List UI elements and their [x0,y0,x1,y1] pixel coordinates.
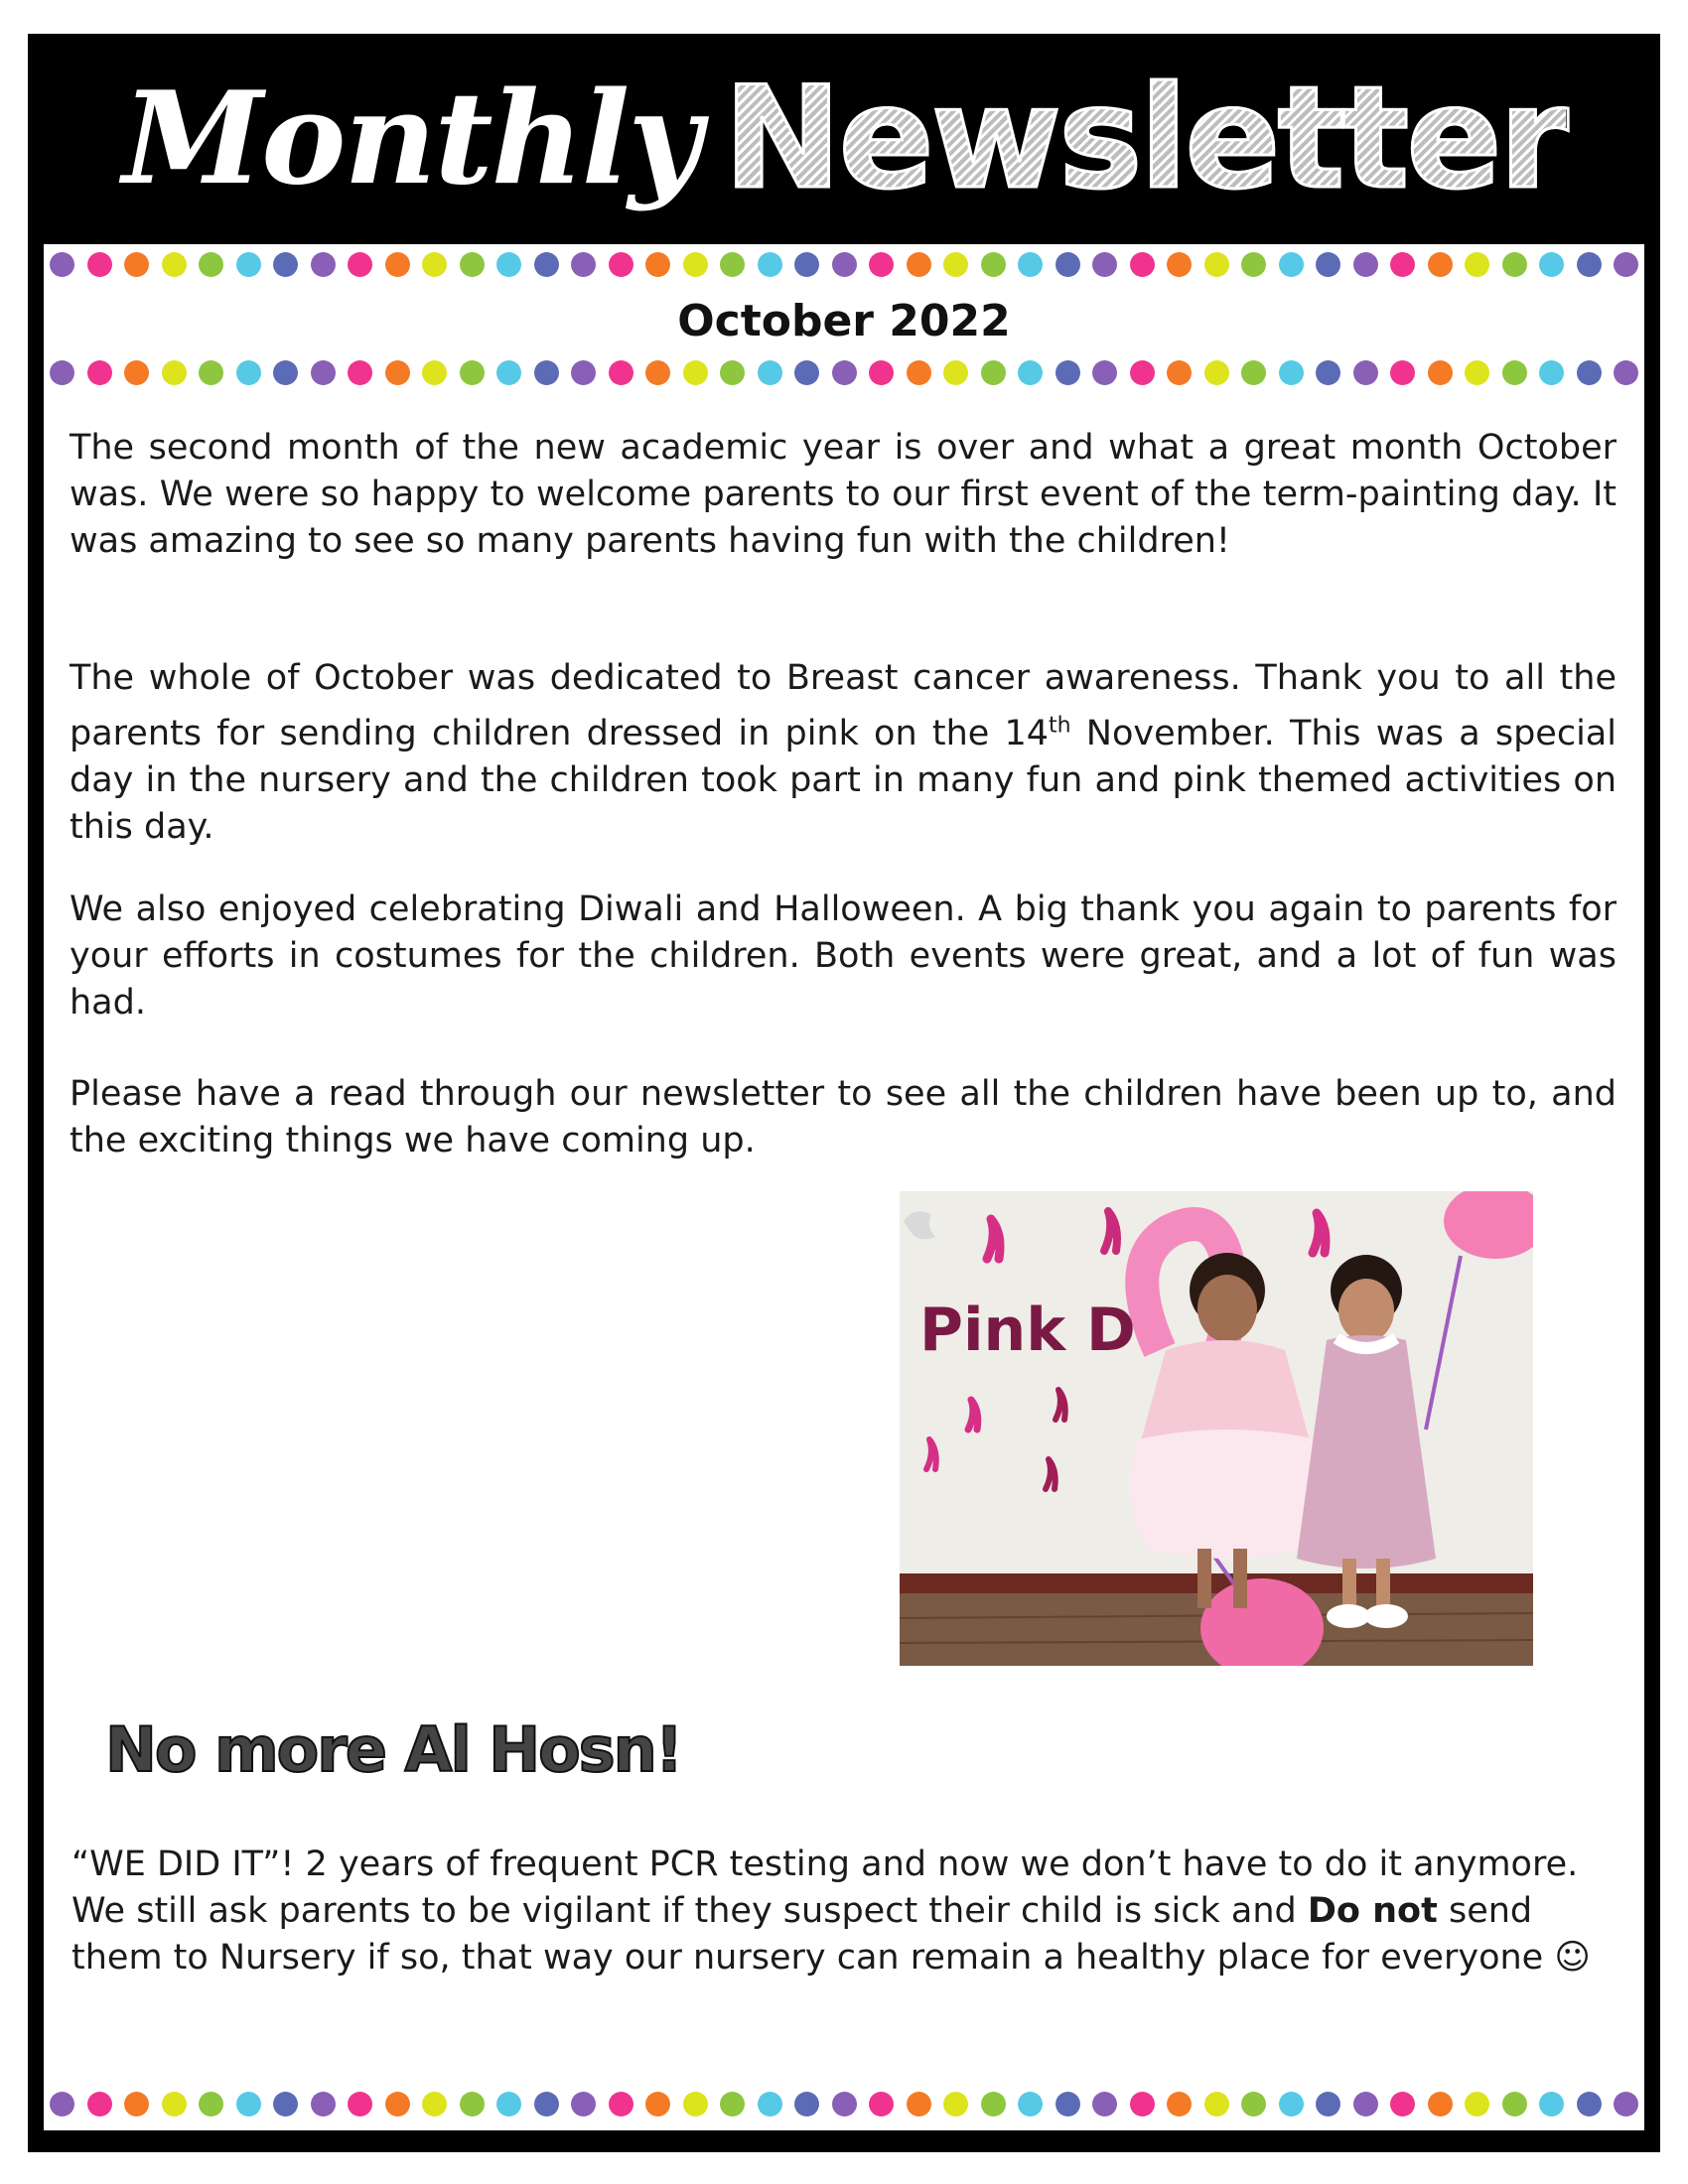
divider-dot [1279,252,1304,277]
divider-dot [1018,252,1043,277]
divider-dot [1539,360,1564,385]
divider-dot [571,2092,596,2116]
divider-dot [1018,2092,1043,2116]
divider-dot [981,252,1006,277]
divider-dot [199,2092,223,2116]
divider-dot [1614,2092,1638,2116]
divider-dot [311,2092,336,2116]
divider-dot [907,2092,931,2116]
divider-dot [534,2092,559,2116]
dot-divider-bottom [50,2091,1638,2116]
divider-dot [869,2092,894,2116]
divider-dot [609,252,633,277]
divider-dot [422,2092,447,2116]
divider-dot [1316,360,1340,385]
divider-dot [422,252,447,277]
divider-dot [236,2092,261,2116]
divider-dot [720,2092,745,2116]
divider-dot [794,252,819,277]
divider-dot [534,252,559,277]
divider-dot [87,2092,112,2116]
divider-dot [124,360,149,385]
al-hosn-text-2: send them to Nursery if so, that way our nursery can remain a healthy place for everyone ☺ [71,1891,1591,1978]
divider-dot [422,360,447,385]
divider-dot [496,360,521,385]
divider-dot [832,360,857,385]
divider-dot [273,2092,298,2116]
divider-dot [311,360,336,385]
title-block-word: Newsletter [723,57,1566,220]
divider-dot [1204,252,1229,277]
divider-dot [683,360,708,385]
divider-dot [720,252,745,277]
divider-dot [1167,252,1192,277]
divider-dot [1018,360,1043,385]
newsletter-title [28,34,1660,244]
divider-dot [1465,360,1489,385]
divider-dot [1130,252,1155,277]
divider-dot [943,2092,968,2116]
divider-dot [348,360,372,385]
divider-dot [162,2092,187,2116]
divider-dot [1353,252,1378,277]
divider-dot [1241,2092,1266,2116]
divider-dot [758,2092,782,2116]
divider-dot [683,2092,708,2116]
divider-dot [311,252,336,277]
divider-dot [683,252,708,277]
intro-paragraph: The second month of the new academic year is over and what a great month October was. We were so happy to welcome parents to our first event of the term-painting day. It was amazing to see so many parents having fun with the children! [70,428,1617,561]
divider-dot [162,360,187,385]
divider-dot [645,360,670,385]
divider-dot [869,360,894,385]
divider-dot [907,252,931,277]
divider-dot [460,360,485,385]
divider-dot [832,252,857,277]
divider-dot [273,252,298,277]
divider-dot [1167,360,1192,385]
divider-dot [1465,252,1489,277]
divider-dot [1353,360,1378,385]
divider-dot [645,2092,670,2116]
divider-dot [50,360,74,385]
al-hosn-text-1: “WE DID IT”! 2 years of frequent PCR testing and now we don’t have to do it anymore. We still ask parents to be vigilant if they suspect their child is sick and [71,1844,1579,1931]
divider-dot [1241,252,1266,277]
divider-dot [794,2092,819,2116]
divider-dot [496,252,521,277]
divider-dot [385,2092,410,2116]
divider-dot [907,360,931,385]
divider-dot [348,252,372,277]
divider-dot [1539,2092,1564,2116]
divider-dot [1316,252,1340,277]
divider-dot [1502,360,1527,385]
divider-dot [1055,252,1080,277]
divider-dot [460,252,485,277]
divider-dot [1055,360,1080,385]
divider-dot [571,252,596,277]
photo-wall-text: Pink D [919,1296,1136,1365]
divider-dot [385,360,410,385]
divider-dot [87,360,112,385]
divider-dot [199,252,223,277]
divider-dot [1614,252,1638,277]
divider-dot [460,2092,485,2116]
title-script-word: Monthly [122,65,700,213]
divider-dot [609,2092,633,2116]
divider-dot [385,252,410,277]
divider-dot [1539,252,1564,277]
divider-dot [943,252,968,277]
divider-dot [869,252,894,277]
al-hosn-paragraph [71,1842,1617,1981]
divider-dot [1428,360,1453,385]
divider-dot [1279,360,1304,385]
divider-dot [348,2092,372,2116]
divider-dot [981,2092,1006,2116]
divider-dot [758,252,782,277]
divider-dot [1204,2092,1229,2116]
breast-cancer-text: The whole of October was dedicated to Breast cancer awareness. Thank you to all the parents for sending children dressed in pink on the 14th November. This was a special day in the nursery and the children took part in many fun and pink themed activities on this day. [70,658,1617,847]
divider-dot [645,252,670,277]
divider-dot [1428,252,1453,277]
divider-dot [981,360,1006,385]
divider-dot [496,2092,521,2116]
divider-dot [832,2092,857,2116]
divider-dot [758,360,782,385]
divider-dot [1390,2092,1415,2116]
al-hosn-heading: No more Al Hosn! [105,1713,682,1786]
dot-divider-top [50,251,1638,277]
divider-dot [1390,360,1415,385]
divider-dot [1502,252,1527,277]
divider-dot [1428,2092,1453,2116]
month-heading: October 2022 [677,296,1011,346]
divider-dot [1614,360,1638,385]
divider-dot [1055,2092,1080,2116]
divider-dot [50,2092,74,2116]
divider-dot [236,360,261,385]
divider-dot [1092,360,1117,385]
divider-dot [1204,360,1229,385]
divider-dot [1092,252,1117,277]
divider-dot [162,252,187,277]
divider-dot [1092,2092,1117,2116]
divider-dot [124,2092,149,2116]
divider-dot [794,360,819,385]
celebrations-paragraph: We also enjoyed celebrating Diwali and Halloween. A big thank you again to parents for your efforts in costumes for the children. Both events were great, and a lot of fun was had. [70,889,1617,1023]
divider-dot [1241,360,1266,385]
divider-dot [1577,2092,1602,2116]
divider-dot [720,360,745,385]
divider-dot [534,360,559,385]
divider-dot [571,360,596,385]
divider-dot [1279,2092,1304,2116]
divider-dot [1167,2092,1192,2116]
divider-dot [943,360,968,385]
divider-dot [273,360,298,385]
pink-day-photo [900,1191,1533,1666]
divider-dot [1353,2092,1378,2116]
divider-dot [609,360,633,385]
divider-dot [236,252,261,277]
divider-dot [124,252,149,277]
divider-dot [199,360,223,385]
divider-dot [1502,2092,1527,2116]
divider-dot [50,252,74,277]
dot-divider-middle [50,359,1638,385]
divider-dot [87,252,112,277]
divider-dot [1577,360,1602,385]
divider-dot [1316,2092,1340,2116]
divider-dot [1130,2092,1155,2116]
do-not-bold: Do not [1307,1891,1438,1931]
divider-dot [1130,360,1155,385]
read-through-paragraph: Please have a read through our newsletter to see all the children have been up to, and the exciting things we have coming up. [70,1074,1617,1160]
divider-dot [1390,252,1415,277]
breast-cancer-paragraph [70,655,1617,851]
divider-dot [1577,252,1602,277]
divider-dot [1465,2092,1489,2116]
